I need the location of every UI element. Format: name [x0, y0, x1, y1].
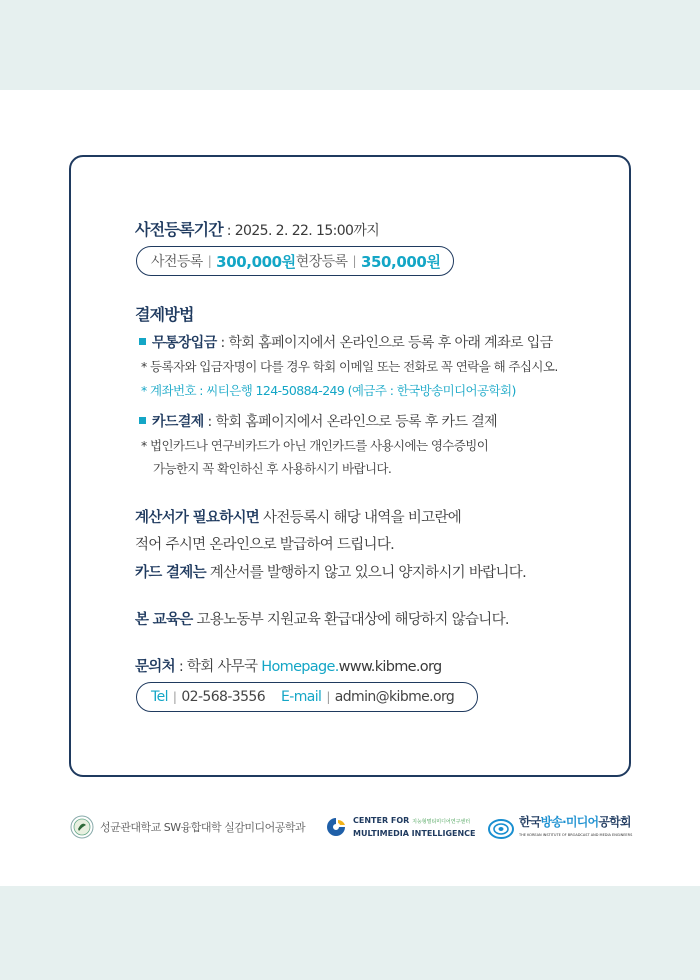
bank-transfer-label: 무통장입금: [152, 335, 217, 351]
card-note-1: * 법인카드나 연구비카드가 아닌 개인카드를 사용시에는 영수증빙이: [141, 438, 489, 453]
registration-period: [135, 217, 379, 240]
contact-office: : 학회 사무국: [174, 659, 262, 675]
skku-name: 성균관대학교 SW융합대학 실감미디어공학과: [100, 821, 306, 834]
card-note-2: 가능한지 꼭 확인하신 후 사용하시기 바랍니다.: [153, 461, 392, 476]
bank-transfer-desc: : 학회 홈페이지에서 온라인으로 등록 후 아래 계좌로 입금: [216, 335, 553, 351]
fee-pill: 사전등록 | 300,000원 현장등록 | 350,000원: [136, 246, 454, 276]
onsite-registration-label: 현장등록: [295, 254, 348, 270]
skku-emblem-icon: [70, 815, 94, 839]
tel-number[interactable]: 02-568-3556: [181, 689, 266, 705]
cmi-logo: [324, 815, 476, 839]
cmi-emblem-icon: [324, 816, 348, 838]
bullet-icon: [139, 338, 146, 345]
info-card: [69, 155, 631, 777]
kibme-name-b: 방송·미디어: [540, 815, 599, 829]
invoice-bold: 계산서가 필요하시면: [135, 510, 260, 526]
bottom-band: [0, 886, 700, 980]
contact-line: [135, 655, 441, 676]
email-label: E-mail: [281, 689, 322, 705]
bank-transfer-line: [139, 332, 553, 352]
education-bold: 본 교육은: [135, 612, 193, 628]
payment-title: 결제방법: [135, 305, 194, 324]
kibme-name-a: 한국: [519, 815, 541, 829]
kibme-emblem-icon: [488, 819, 514, 839]
card-invoice-line: [135, 561, 526, 582]
contact-pill: Tel | 02-568-3556 E-mail | admin@kibme.org: [136, 682, 478, 712]
onsite-registration-fee: 350,000원: [360, 252, 441, 271]
homepage-url[interactable]: www.kibme.org: [338, 659, 442, 675]
card-invoice-bold: 카드 결제는: [135, 565, 206, 581]
invoice-line-2: 적어 주시면 온라인으로 발급하여 드립니다.: [135, 537, 395, 553]
email-address[interactable]: admin@kibme.org: [334, 689, 455, 705]
bank-note: * 등록자와 입금자명이 다를 경우 학회 이메일 또는 전화로 꼭 연락을 해 주십시오.: [141, 359, 558, 374]
skku-logo: [70, 815, 305, 839]
card-payment-label: 카드결제: [152, 414, 204, 430]
cmi-korean: 지능형멀티미디어연구센터: [412, 819, 471, 825]
card-payment-desc: : 학회 홈페이지에서 온라인으로 등록 후 카드 결제: [203, 414, 498, 430]
education-rest: 고용노동부 지원교육 환급대상에 해당하지 않습니다.: [192, 612, 509, 628]
homepage-label: Homepage.: [261, 659, 339, 675]
registration-deadline: : 2025. 2. 22. 15:00까지: [222, 223, 380, 239]
bullet-icon: [139, 417, 146, 424]
kibme-name-c: 공학회: [598, 815, 631, 829]
kibme-english: THE KOREAN INSTITUTE OF BROADCAST AND MEDIA ENGINEERS: [519, 833, 633, 837]
cmi-line-2: MULTIMEDIA INTELLIGENCE: [353, 829, 476, 838]
kibme-logo: [488, 817, 632, 840]
cmi-line-1: CENTER FOR: [353, 816, 410, 825]
pre-registration-label: 사전등록: [151, 254, 203, 270]
registration-label: 사전등록기간: [135, 220, 223, 239]
invoice-line-1: [135, 506, 461, 527]
card-payment-line: [139, 411, 497, 431]
pre-registration-fee: 300,000원: [216, 252, 296, 271]
education-line: [135, 608, 509, 629]
card-invoice-rest: 계산서를 발행하지 않고 있으니 양지하시기 바랍니다.: [205, 565, 527, 581]
contact-label: 문의처: [135, 659, 175, 675]
sponsor-logos: [0, 815, 700, 845]
top-band: [0, 0, 700, 90]
account-info: * 계좌번호 : 씨티은행 124-50884-249 (예금주 : 한국방송미디어공학회): [141, 383, 516, 398]
tel-label: Tel: [151, 689, 168, 705]
invoice-rest: 사전등록시 해당 내역을 비고란에: [259, 510, 462, 526]
